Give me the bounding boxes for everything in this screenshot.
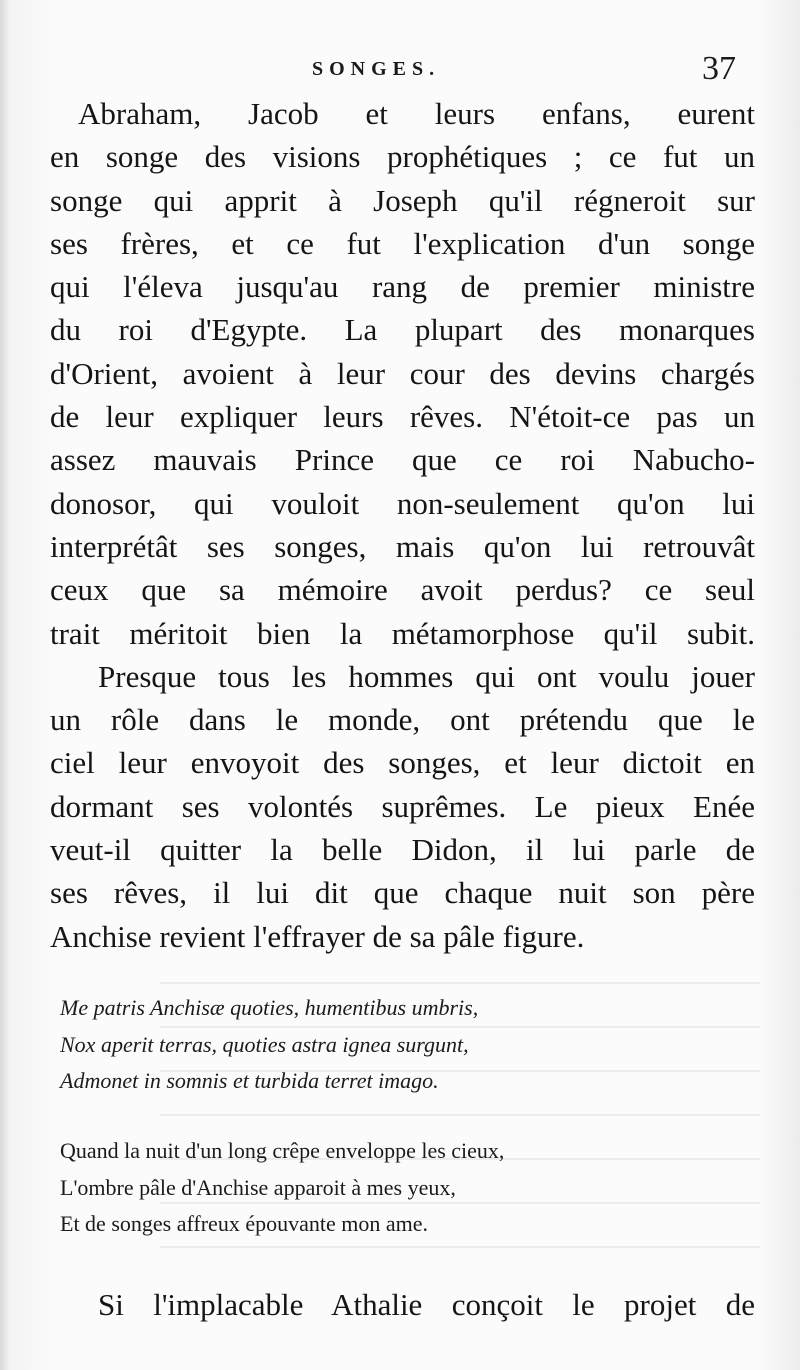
french-verse-translation xyxy=(60,1133,750,1243)
text-line: ses frères, et ce fut l'explication d'un songe xyxy=(50,225,755,261)
text-line: Si l'implacable Athalie conçoit le projet de xyxy=(98,1287,755,1322)
text-line: interprétât ses songes, mais qu'on lui retrouvât xyxy=(50,528,755,564)
running-head: SONGES. xyxy=(312,58,441,80)
text-line: trait méritoit bien la métamorphose qu'il subit. xyxy=(50,615,755,651)
verse-line: Et de songes affreux épouvante mon ame. xyxy=(60,1211,428,1236)
text-line: ses rêves, il lui dit que chaque nuit son père xyxy=(50,875,755,911)
latin-verse-quote xyxy=(60,990,660,1100)
page-number: 37 xyxy=(702,50,736,87)
continuation-paragraph xyxy=(50,1283,755,1326)
body-text xyxy=(50,92,755,958)
text-line: Presque tous les hommes qui ont voulu jouer xyxy=(98,658,755,694)
text-line: ciel leur envoyoit des songes, et leur dictoit en xyxy=(50,745,755,781)
verse-line: Me patris Anchisæ quoties, humentibus umbris, xyxy=(60,995,479,1020)
text-line: dormant ses volontés suprêmes. Le pieux Enée xyxy=(50,788,755,824)
verse-line: L'ombre pâle d'Anchise apparoit à mes yeux, xyxy=(60,1174,456,1200)
text-line: en songe des visions prophétiques ; ce fut un xyxy=(50,139,755,175)
text-line: d'Orient, avoient à leur cour des devins chargés xyxy=(50,355,755,391)
text-line: un rôle dans le monde, ont prétendu que le xyxy=(50,702,755,738)
text-line: Anchise revient l'effrayer de sa pâle figure. xyxy=(50,918,585,954)
text-line: songe qui apprit à Joseph qu'il régneroit sur xyxy=(50,182,755,218)
text-line: Abraham, Jacob et leurs enfans, eurent xyxy=(78,96,755,131)
text-line: de leur expliquer leurs rêves. N'étoit-ce pas un xyxy=(50,399,755,435)
text-line: veut-il quitter la belle Didon, il lui parle de xyxy=(50,832,755,868)
text-line: qui l'éleva jusqu'au rang de premier ministre xyxy=(50,269,755,305)
text-line: donosor, qui vouloit non-seulement qu'on lui xyxy=(50,485,755,521)
verse-line: Quand la nuit d'un long crêpe enveloppe les cieux, xyxy=(60,1138,505,1163)
page-header xyxy=(0,52,800,92)
text-line: ceux que sa mémoire avoit perdus? ce seul xyxy=(50,572,755,608)
text-line: assez mauvais Prince que ce roi Nabucho- xyxy=(50,442,755,478)
verse-line: Nox aperit terras, quoties astra ignea surgunt, xyxy=(60,1031,469,1057)
verse-line: Admonet in somnis et turbida terret imago. xyxy=(60,1068,439,1093)
text-line: du roi d'Egypte. La plupart des monarques xyxy=(50,312,755,348)
